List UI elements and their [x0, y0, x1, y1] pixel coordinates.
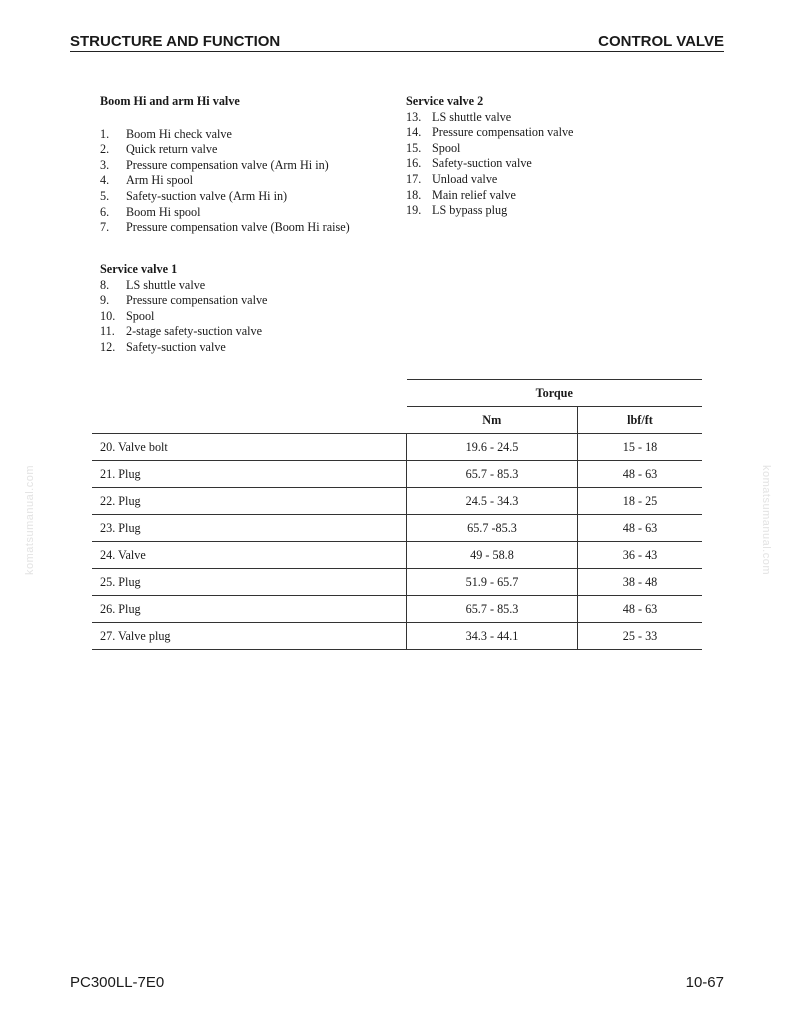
boom-arm-heading: Boom Hi and arm Hi valve	[100, 94, 240, 108]
item-text: Pressure compensation valve (Arm Hi in)	[126, 157, 329, 172]
item-number: 3.	[100, 157, 110, 172]
torque-unit-row	[92, 407, 702, 434]
item-text: Safety-suction valve	[432, 156, 532, 171]
item-text: Pressure compensation valve	[432, 125, 574, 140]
list-item	[406, 125, 573, 141]
watermark-left: komatsumanual.com	[24, 465, 36, 575]
page-header	[70, 33, 724, 52]
item-number: 14.	[406, 125, 422, 140]
item-number: 13.	[406, 109, 422, 124]
model-number: PC300LL-7E0	[70, 974, 165, 991]
service-valve-1-list	[100, 278, 267, 356]
item-number: 16.	[406, 156, 422, 171]
service-valve-1-section	[100, 262, 267, 356]
item-number: 12.	[100, 339, 116, 354]
item-text: Safety-suction valve (Arm Hi in)	[126, 188, 288, 203]
item-text: LS bypass plug	[432, 203, 508, 218]
list-item	[100, 309, 267, 325]
lbf-cell: 48 - 63	[578, 461, 703, 488]
part-cell: 24. Valve	[92, 542, 407, 569]
table-row	[92, 596, 702, 623]
list-item	[100, 220, 350, 236]
item-text: Unload valve	[432, 171, 498, 186]
list-item	[100, 278, 267, 294]
lbf-cell: 48 - 63	[578, 515, 703, 542]
item-text: Pressure compensation valve	[126, 293, 268, 308]
list-item	[406, 156, 573, 172]
nm-cell: 65.7 -85.3	[407, 515, 578, 542]
nm-cell: 49 - 58.8	[407, 542, 578, 569]
list-item	[100, 127, 350, 143]
service-valve-1-heading: Service valve 1	[100, 262, 178, 276]
part-cell: 25. Plug	[92, 569, 407, 596]
nm-cell: 19.6 - 24.5	[407, 434, 578, 461]
nm-cell: 34.3 - 44.1	[407, 623, 578, 650]
list-item	[100, 340, 267, 356]
torque-table-body	[92, 434, 702, 650]
service-valve-2-heading: Service valve 2	[406, 94, 484, 108]
boom-arm-list	[100, 127, 350, 236]
list-item	[406, 188, 573, 204]
nm-cell: 51.9 - 65.7	[407, 569, 578, 596]
list-item	[406, 110, 573, 126]
lbf-cell: 15 - 18	[578, 434, 703, 461]
list-item	[100, 189, 350, 205]
item-number: 11.	[100, 324, 115, 339]
item-number: 17.	[406, 171, 422, 186]
item-text: 2-stage safety-suction valve	[126, 324, 263, 339]
item-text: Pressure compensation valve (Boom Hi raise)	[126, 220, 350, 235]
part-cell: 23. Plug	[92, 515, 407, 542]
table-row	[92, 515, 702, 542]
lbf-column-header: lbf/ft	[578, 407, 703, 434]
item-text: Boom Hi check valve	[126, 126, 232, 141]
list-item	[100, 142, 350, 158]
item-number: 15.	[406, 140, 422, 155]
list-item	[100, 205, 350, 221]
service-valve-2-list	[406, 110, 573, 219]
item-number: 4.	[100, 173, 110, 188]
item-text: LS shuttle valve	[126, 277, 206, 292]
nm-cell: 24.5 - 34.3	[407, 488, 578, 515]
item-number: 7.	[100, 220, 110, 235]
item-text: Boom Hi spool	[126, 204, 201, 219]
table-row	[92, 461, 702, 488]
part-cell: 22. Plug	[92, 488, 407, 515]
table-row	[92, 569, 702, 596]
table-row	[92, 434, 702, 461]
lbf-cell: 25 - 33	[578, 623, 703, 650]
lbf-cell: 18 - 25	[578, 488, 703, 515]
list-item	[406, 172, 573, 188]
item-text: Safety-suction valve	[126, 339, 226, 354]
torque-group-row	[92, 380, 702, 407]
item-number: 1.	[100, 126, 110, 141]
torque-table	[92, 379, 702, 650]
item-text: Arm Hi spool	[126, 173, 194, 188]
section-title: STRUCTURE AND FUNCTION	[70, 33, 281, 50]
watermark-right: komatsumanual.com	[760, 465, 772, 575]
item-text: Main relief valve	[432, 187, 516, 202]
page-number: 10-67	[685, 974, 724, 991]
item-text: Spool	[432, 140, 461, 155]
part-cell: 20. Valve bolt	[92, 434, 407, 461]
lbf-cell: 38 - 48	[578, 569, 703, 596]
item-number: 2.	[100, 142, 110, 157]
item-number: 5.	[100, 188, 110, 203]
service-valve-2-section	[406, 94, 573, 219]
list-item	[406, 203, 573, 219]
item-number: 9.	[100, 293, 110, 308]
item-text: LS shuttle valve	[432, 109, 512, 124]
table-row	[92, 488, 702, 515]
item-text: Spool	[126, 308, 155, 323]
nm-cell: 65.7 - 85.3	[407, 461, 578, 488]
item-number: 6.	[100, 204, 110, 219]
part-cell: 26. Plug	[92, 596, 407, 623]
item-number: 8.	[100, 277, 110, 292]
item-number: 10.	[100, 308, 116, 323]
lbf-cell: 36 - 43	[578, 542, 703, 569]
part-cell: 27. Valve plug	[92, 623, 407, 650]
item-number: 18.	[406, 187, 422, 202]
nm-column-header: Nm	[407, 407, 578, 434]
chapter-title: CONTROL VALVE	[598, 33, 724, 50]
list-item	[100, 324, 267, 340]
nm-cell: 65.7 - 85.3	[407, 596, 578, 623]
torque-group-header: Torque	[407, 380, 703, 407]
table-row	[92, 623, 702, 650]
list-item	[100, 293, 267, 309]
list-item	[100, 173, 350, 189]
list-item	[100, 158, 350, 174]
lbf-cell: 48 - 63	[578, 596, 703, 623]
item-number: 19.	[406, 203, 422, 218]
boom-arm-section	[100, 94, 350, 236]
list-item	[406, 141, 573, 157]
item-text: Quick return valve	[126, 142, 218, 157]
table-row	[92, 542, 702, 569]
part-cell: 21. Plug	[92, 461, 407, 488]
